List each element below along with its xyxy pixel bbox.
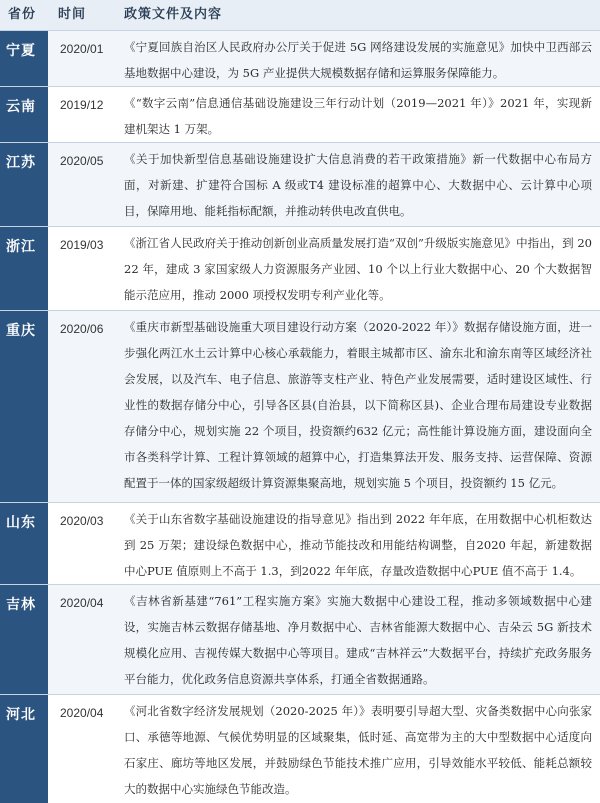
content-cell: 《宁夏回族自治区人民政府办公厅关于促进 5G 网络建设发展的实施意见》加快中卫西部云基地数据中心建设，为 5G 产业提供大规模数据存储和运算服务保障能力。 xyxy=(124,40,592,80)
date-cell: 2020/03 xyxy=(60,514,104,528)
header-content: 政策文件及内容 xyxy=(124,7,223,22)
province-cell: 吉林 xyxy=(0,585,48,694)
content-cell: 《吉林省新基建“761”工程实施方案》实施大数据中心建设工程，推动多领域数据中心建设，实施吉林云数据存储基地、净月数据中心、吉林省能源大数据中心、吉朵云 5G 新技术规模化应用、吉视传媒大数据中心等项目。建成“吉林祥云”大数据平台，持续扩充政务服务平台能力，优化政务信息资源共享体系，打通全省数据通路。 xyxy=(124,594,592,686)
table-row-shandong xyxy=(0,502,600,584)
content-cell: 《关于山东省数字基础设施建设的指导意见》指出到 2022 年年底，在用数据中心机柜数达到 25 万架；建设绿色数据中心，推动节能技改和用能结构调整，自2020 年起，新建数据中心PUE 值原则上不高于 1.3，到2022 年年底，存量改造数据中心PUE 值不高于 1.4。 xyxy=(124,512,592,578)
content-cell: 《浙江省人民政府关于推动创新创业高质量发展打造“双创”升级版实施意见》中指出，到 2022 年，建成 3 家国家级人力资源服务产业园、10 个以上行业大数据中心、20 个大数据智能示范应用，推动 2000 项授权发明专利产业化等。 xyxy=(124,236,592,302)
date-cell: 2019/12 xyxy=(60,98,104,112)
province-cell: 重庆 xyxy=(0,311,48,502)
date-cell: 2020/05 xyxy=(60,154,104,168)
table-header xyxy=(0,0,600,31)
province-cell: 浙江 xyxy=(0,227,48,310)
table-row-ningxia xyxy=(0,31,600,86)
header-province: 省份 xyxy=(8,7,37,22)
province-cell: 云南 xyxy=(0,87,48,142)
table-row-hebei xyxy=(0,694,600,803)
table-row-jilin xyxy=(0,584,600,694)
province-cell: 江苏 xyxy=(0,143,48,226)
province-cell: 宁夏 xyxy=(0,31,48,86)
table-row-chongqing xyxy=(0,310,600,502)
table-row-jiangsu xyxy=(0,142,600,226)
table-row-yunnan xyxy=(0,86,600,142)
content-cell: 《关于加快新型信息基础设施建设扩大信息消费的若干政策措施》新一代数据中心布局方面，对新建、扩建符合国标 A 级或T4 建设标准的超算中心、大数据中心、云计算中心项目，保障用地、能耗指标配额，并推动转供电改直供电。 xyxy=(124,152,592,218)
date-cell: 2020/01 xyxy=(60,42,104,56)
content-cell: 《“数字云南”信息通信基础设施建设三年行动计划（2019—2021 年）》2021 年，实现新建机架达 1 万架。 xyxy=(124,96,592,136)
header-date: 时间 xyxy=(58,7,87,22)
province-cell: 河北 xyxy=(0,695,48,803)
province-cell: 山东 xyxy=(0,503,48,584)
date-cell: 2020/04 xyxy=(60,706,104,720)
date-cell: 2019/03 xyxy=(60,238,104,252)
table-row-zhejiang xyxy=(0,226,600,310)
content-cell: 《重庆市新型基础设施重大项目建设行动方案（2020-2022 年）》数据存储设施方面，进一步强化两江水土云计算中心核心承载能力，着眼主城都市区、渝东北和渝东南等区域经济社会发展，以及汽车、电子信息、旅游等支柱产业、特色产业发展需要，适时建设区域性、行业性的数据存储分中心，引导各区县(自治县，以下简称区县)、企业合理布局建设专业数据存储分中心，规划实施 22 个项目，投资额约632 亿元；高性能计算设施方面，建设面向全市各类科学计算、工程计算领域的超算中心，打造集算法开发、服务支持、运营保障、资源配置于一体的国家级超级计算资源集聚高地，规划实施 5 个项目，投资额约 15 亿元。 xyxy=(124,320,592,490)
date-cell: 2020/04 xyxy=(60,596,104,610)
date-cell: 2020/06 xyxy=(60,322,104,336)
content-cell: 《河北省数字经济发展规划（2020-2025 年）》表明要引导超大型、灾备类数据中心向张家口、承德等地源、气候优势明显的区域聚集，低时延、高宽带为主的大中型数据中心适度向石家庄、廊坊等地区发展，并鼓励绿色节能技术推广应用，引导效能水平较低、能耗总额较大的数据中心实施绿色节能改造。 xyxy=(124,704,592,796)
